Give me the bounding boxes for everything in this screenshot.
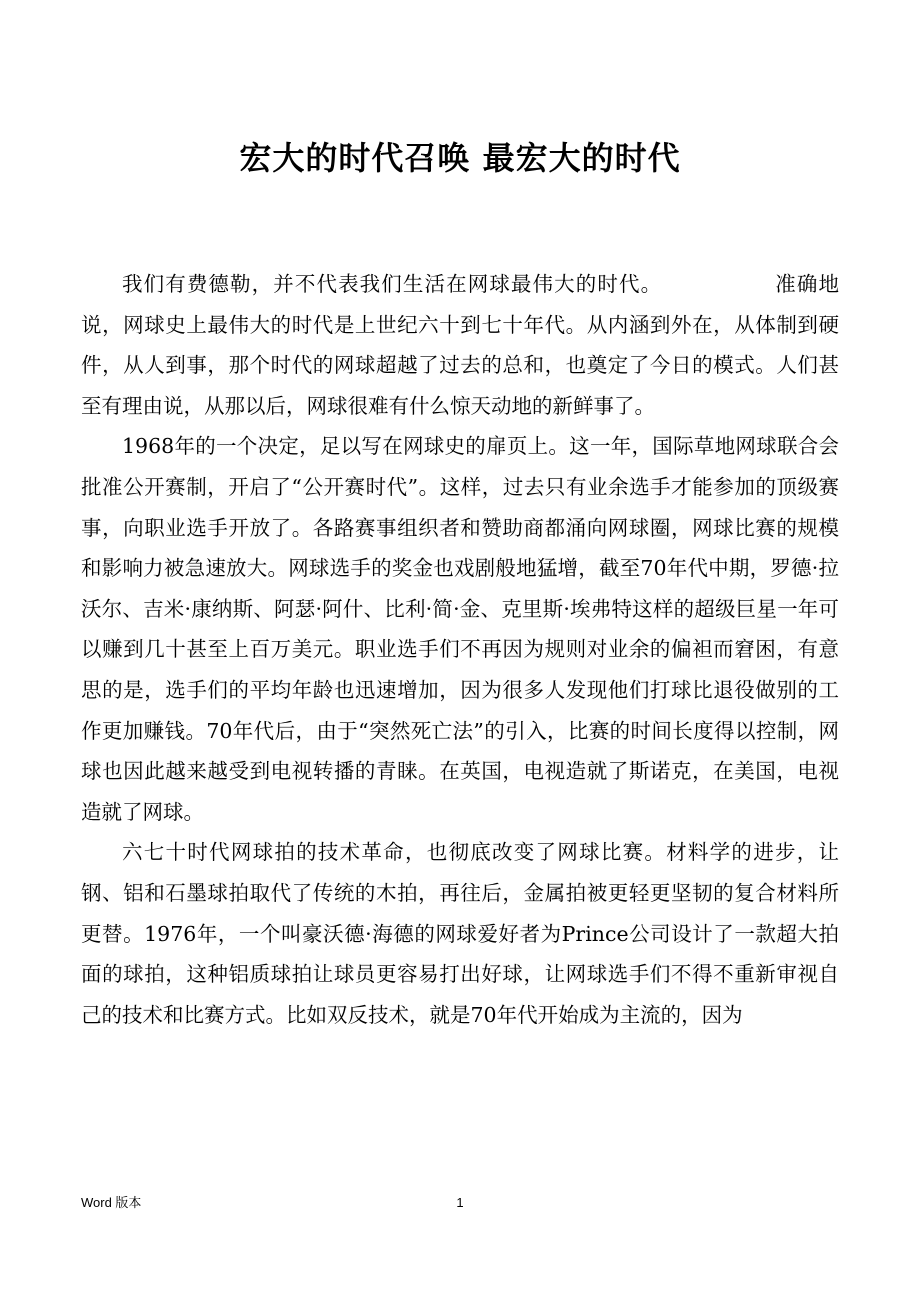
document-body [81, 264, 839, 1035]
footer-page-number: 1 [456, 1195, 464, 1210]
paragraph-1-lead: 我们有费德勒，并不代表我们生活在网球最伟大的时代。 [122, 272, 663, 296]
paragraph-1 [81, 264, 839, 426]
paragraph-1-text: 准确地说，网球史上最伟大的时代是上世纪六十到七十年代。从内涵到外在，从体制到硬件，从人到事，那个时代的网球超越了过去的总和，也奠定了今日的模式。人们甚至有理由说，从那以后，网球很难有什么惊天动地的新鲜事了。 [81, 272, 840, 418]
page-title: 宏大的时代召唤 最宏大的时代 [239, 139, 681, 177]
footer-version-label: Word 版本 [81, 1195, 142, 1210]
paragraph-3: 六七十时代网球拍的技术革命，也彻底改变了网球比赛。材料学的进步，让钢、铝和石墨球拍取代了传统的木拍，再往后，金属拍被更轻更坚韧的复合材料所更替。1976年，一个叫豪沃德·海德的网球爱好者为Prince公司设计了一款超大拍面的球拍，这种铝质球拍让球员更容易打出好球，让网球选手们不得不重新审视自己的技术和比赛方式。比如双反技术，就是70年代开始成为主流的，因为 [81, 840, 839, 1027]
paragraph-2: 1968年的一个决定，足以写在网球史的扉页上。这一年，国际草地网球联合会批准公开赛制，开启了“公开赛时代”。这样，过去只有业余选手才能参加的顶级赛事，向职业选手开放了。各路赛事组织者和赞助商都涌向网球圈，网球比赛的规模和影响力被急速放大。网球选手的奖金也戏剧般地猛增，截至70年代中期，罗德·拉沃尔、吉米·康纳斯、阿瑟·阿什、比利·简·金、克里斯·埃弗特这样的超级巨星一年可以赚到几十甚至上百万美元。职业选手们不再因为规则对业余的偏袒而窘困，有意思的是，选手们的平均年龄也迅速增加，因为很多人发现他们打球比退役做别的工作更加赚钱。70年代后，由于“突然死亡法”的引入，比赛的时间长度得以控制，网球也因此越来越受到电视转播的青睐。在英国，电视造就了斯诺克，在美国，电视造就了网球。 [81, 434, 839, 824]
